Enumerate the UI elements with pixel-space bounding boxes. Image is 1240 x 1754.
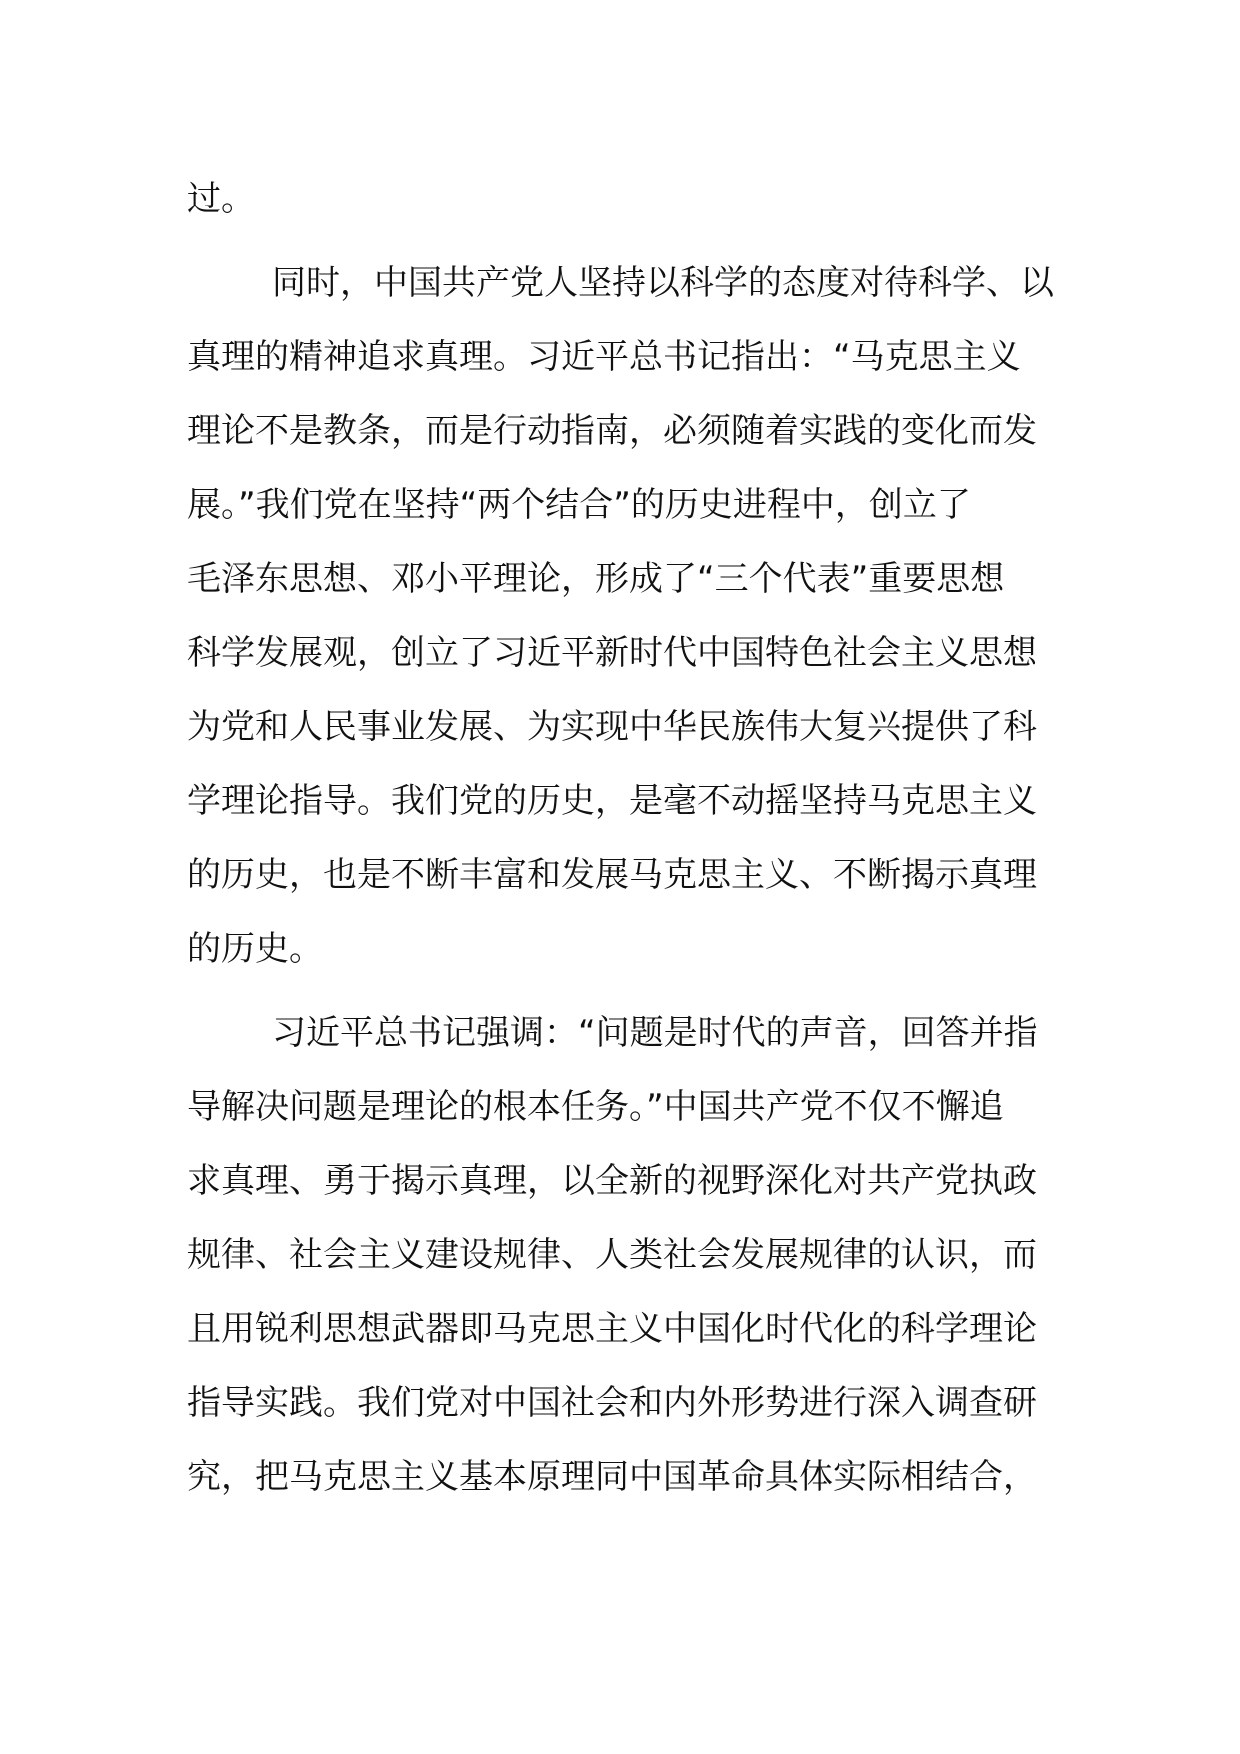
text-line: 科学发展观，创立了习近平新时代中国特色社会主义思想 [187, 633, 1037, 673]
text-line: 究，把马克思主义基本原理同中国革命具体实际相结合， [187, 1457, 1037, 1497]
text-line: 展。”我们党在坚持“两个结合”的历史进程中，创立了 [187, 485, 971, 525]
text-line: 习近平总书记强调：“问题是时代的声音，回答并指 [272, 1013, 1038, 1053]
document-body [187, 162, 1067, 1514]
text-line: 导解决问题是理论的根本任务。”中国共产党不仅不懈追 [187, 1087, 1004, 1127]
text-line: 理论不是教条，而是行动指南，必须随着实践的变化而发 [187, 411, 1037, 451]
paragraph-2 [187, 246, 1067, 986]
text-line: 求真理、勇于揭示真理，以全新的视野深化对共产党执政 [187, 1161, 1037, 1201]
paragraph-3 [187, 996, 1067, 1514]
paragraph-1 [187, 162, 1067, 236]
text-line: 毛泽东思想、邓小平理论，形成了“三个代表”重要思想 [187, 559, 1005, 599]
text-line: 的历史，也是不断丰富和发展马克思主义、不断揭示真理 [187, 855, 1037, 895]
text-line: 真理的精神追求真理。习近平总书记指出：“马克思主义 [187, 337, 1021, 377]
text-line: 规律、社会主义建设规律、人类社会发展规律的认识，而 [187, 1235, 1037, 1275]
text-line: 的历史。 [187, 929, 323, 969]
text-line: 且用锐利思想武器即马克思主义中国化时代化的科学理论 [187, 1309, 1037, 1349]
text-line: 学理论指导。我们党的历史，是毫不动摇坚持马克思主义 [187, 781, 1037, 821]
text-line: 为党和人民事业发展、为实现中华民族伟大复兴提供了科 [187, 707, 1037, 747]
text-line: 同时，中国共产党人坚持以科学的态度对待科学、以 [272, 263, 1054, 303]
text-line: 过。 [187, 179, 255, 219]
text-line: 指导实践。我们党对中国社会和内外形势进行深入调查研 [187, 1383, 1037, 1423]
